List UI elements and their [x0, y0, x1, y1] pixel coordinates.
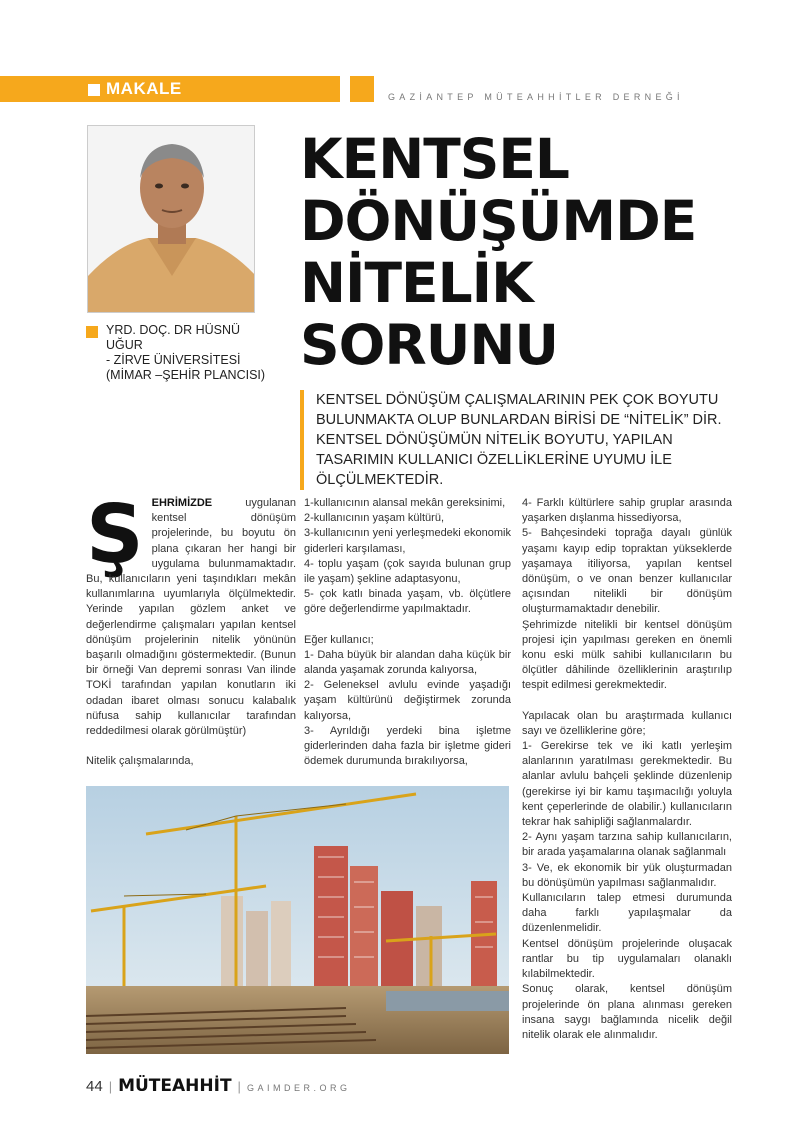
title-line: KENTSEL [300, 127, 569, 191]
page-footer: 44 | MÜTEAHHİT | GAIMDER.ORG [86, 1076, 351, 1096]
title-line: SORUNU [300, 313, 559, 377]
intro-text: uygulanan kentsel dönüşüm projelerinde, bu boyutu ön plana çıkaran her hangi bir uygulama bulunmamaktadır. Bu, kullanıcıların yeni taşındıkları mekân kullanımlarına uyumlarıyla ölçülmektedir. Yerinde yapılan gözlem anket ve değerlendirme çalışmaları yapılan kentsel dönüşüm projelerinin nitelik yönünün başarılı olmadığını göstermektedir. (Bunun bir örneği Van depremi sonrası Van ilinde TOKİ tarafından yapılan konutların iki odadan ibaret olması sonucu kalabalık nüfusa sahip kullanıcılar tarafından reddedilmesi olarak görülmüştür) [86, 497, 296, 738]
construction-illustration [86, 786, 509, 1054]
lead-paragraph: KENTSEL DÖNÜŞÜM ÇALIŞMALARININ PEK ÇOK BOYUTU BULUNMAKTA OLUP BUNLARDAN BİRİSİ DE “NİTELİK” DİR. KENTSEL DÖNÜŞÜMÜN NİTELİK BOYUTU, YAPILAN TASARIMIN KULLANICI ÖZELLİKLERİNE UYUMU İLE ÖLÇÜLMEKTEDİR. [300, 390, 736, 490]
construction-site-photo [86, 786, 509, 1054]
caption-marker [86, 326, 98, 338]
section-label: MAKALE [106, 79, 182, 98]
criteria-list: 1-kullanıcının alansal mekân gereksinimi, 2-kullanıcının yaşam kültürü, 3-kullanıcının yeni yerleşmedeki ekonomik giderleri karşılaması, 4- toplu yaşam (çok sayıda bulunan grup ile yaşam) şekline adaptasyonu, 5- çok katlı binada yaşam, vb. ölçütlere göre değerlendirme yapılmaktadır. [304, 497, 511, 616]
title-line: NİTELİK [300, 251, 533, 315]
section-header-bar [0, 76, 340, 102]
lead-word: EHRİMİZDE [151, 497, 213, 509]
magazine-brand: MÜTEAHHİT [118, 1076, 232, 1096]
title-line: DÖNÜŞÜMDE [300, 189, 697, 253]
paragraph: Yapılacak olan bu araştırmada kullanıcı sayı ve özelliklerine göre; 1- Gerekirse tek ve iki katlı yerleşim alanlarının yaratılması gerekmektedir. Bu alanlar avlulu bahçeli şeklinde düzenlenip (gerekirse iyi bir kamu taşımacılığı yoluyla kent çeperlerinde de olabilir.) kullanıcıların tekrar hak sahipliği sağlanmalardır. 2- Aynı yaşam tarzına sahip kullanıcıların, bir arada yaşamalarına olanak sağlanmalı 3- Ve, ek ekonomik bir yük oluşturmadan bu dönüşümün yapılması sağlanmalıdır. Kullanıcıların talep etmesi durumunda daha farklı yapılaşmalar da düzenlenmelidir. Kentsel dönüşüm projelerinde oluşacak rantlar bu tip uygulamaları olanaklı kılabilmektedir. Sonuç olarak, kentsel dönüşüm projelerinde ön plana alınması gereken insana saygı bağlamında nicelik değil nitelik olarak ele alınmalıdır. [522, 709, 732, 1041]
website: GAIMDER.ORG [246, 1083, 351, 1093]
paragraph: 4- Farklı kültürlere sahip gruplar arasında yaşarken dışlanma hissediyorsa, 5- Bahçesindeki toprağa dayalı günlük yaşamı kayıp edip topraktan yükseklerde yaşamaya itiliyorsa, yapılan kentsel dönüşüm, o ve onan benzer kullanıcılar açısından nitelikli bir dönüşüm oluşturmamaktadır denebilir. Şehrimizde nitelikli bir kentsel dönüşüm projesi için yapılması gereken en önemli konu eski mülk sahibi kullanıcıların bu ölçütler dâhilinde özelliklerinin araştırılıp tespit edilmesi gerekmektedir. [522, 497, 732, 692]
author-photo [87, 125, 255, 313]
header-accent-block [350, 76, 374, 102]
paragraph: Nitelik çalışmalarında, [86, 755, 194, 768]
conditions-list: Eğer kullanıcı; 1- Daha büyük bir alandan daha küçük bir alanda yaşamak zorunda kalıyorsa, 2- Geleneksel avlulu evinde yaşadığı yaşam kültürünü değiştirmek zorunda kalıyorsa, 3- Ayrıldığı yerdeki bina işletme giderlerinden daha fazla bir işletme gideri ödemek durumunda bırakılıyorsa, [304, 633, 511, 768]
square-icon [88, 84, 100, 96]
author-name: YRD. DOÇ. DR HÜSNÜ UĞUR - ZİRVE ÜNİVERSİTESİ (MİMAR –ŞEHİR PLANCISI) [106, 323, 266, 382]
article-title [300, 128, 730, 376]
page-number: 44 [86, 1078, 103, 1095]
organization-name: GAZİANTEP MÜTEAHHİTLER DERNEĞİ [388, 92, 684, 102]
column-3 [522, 496, 732, 1043]
drop-cap: Ş [86, 488, 144, 581]
author-caption [86, 323, 276, 383]
column-1 [86, 488, 296, 769]
column-2 [304, 496, 511, 769]
portrait-illustration [88, 126, 255, 313]
